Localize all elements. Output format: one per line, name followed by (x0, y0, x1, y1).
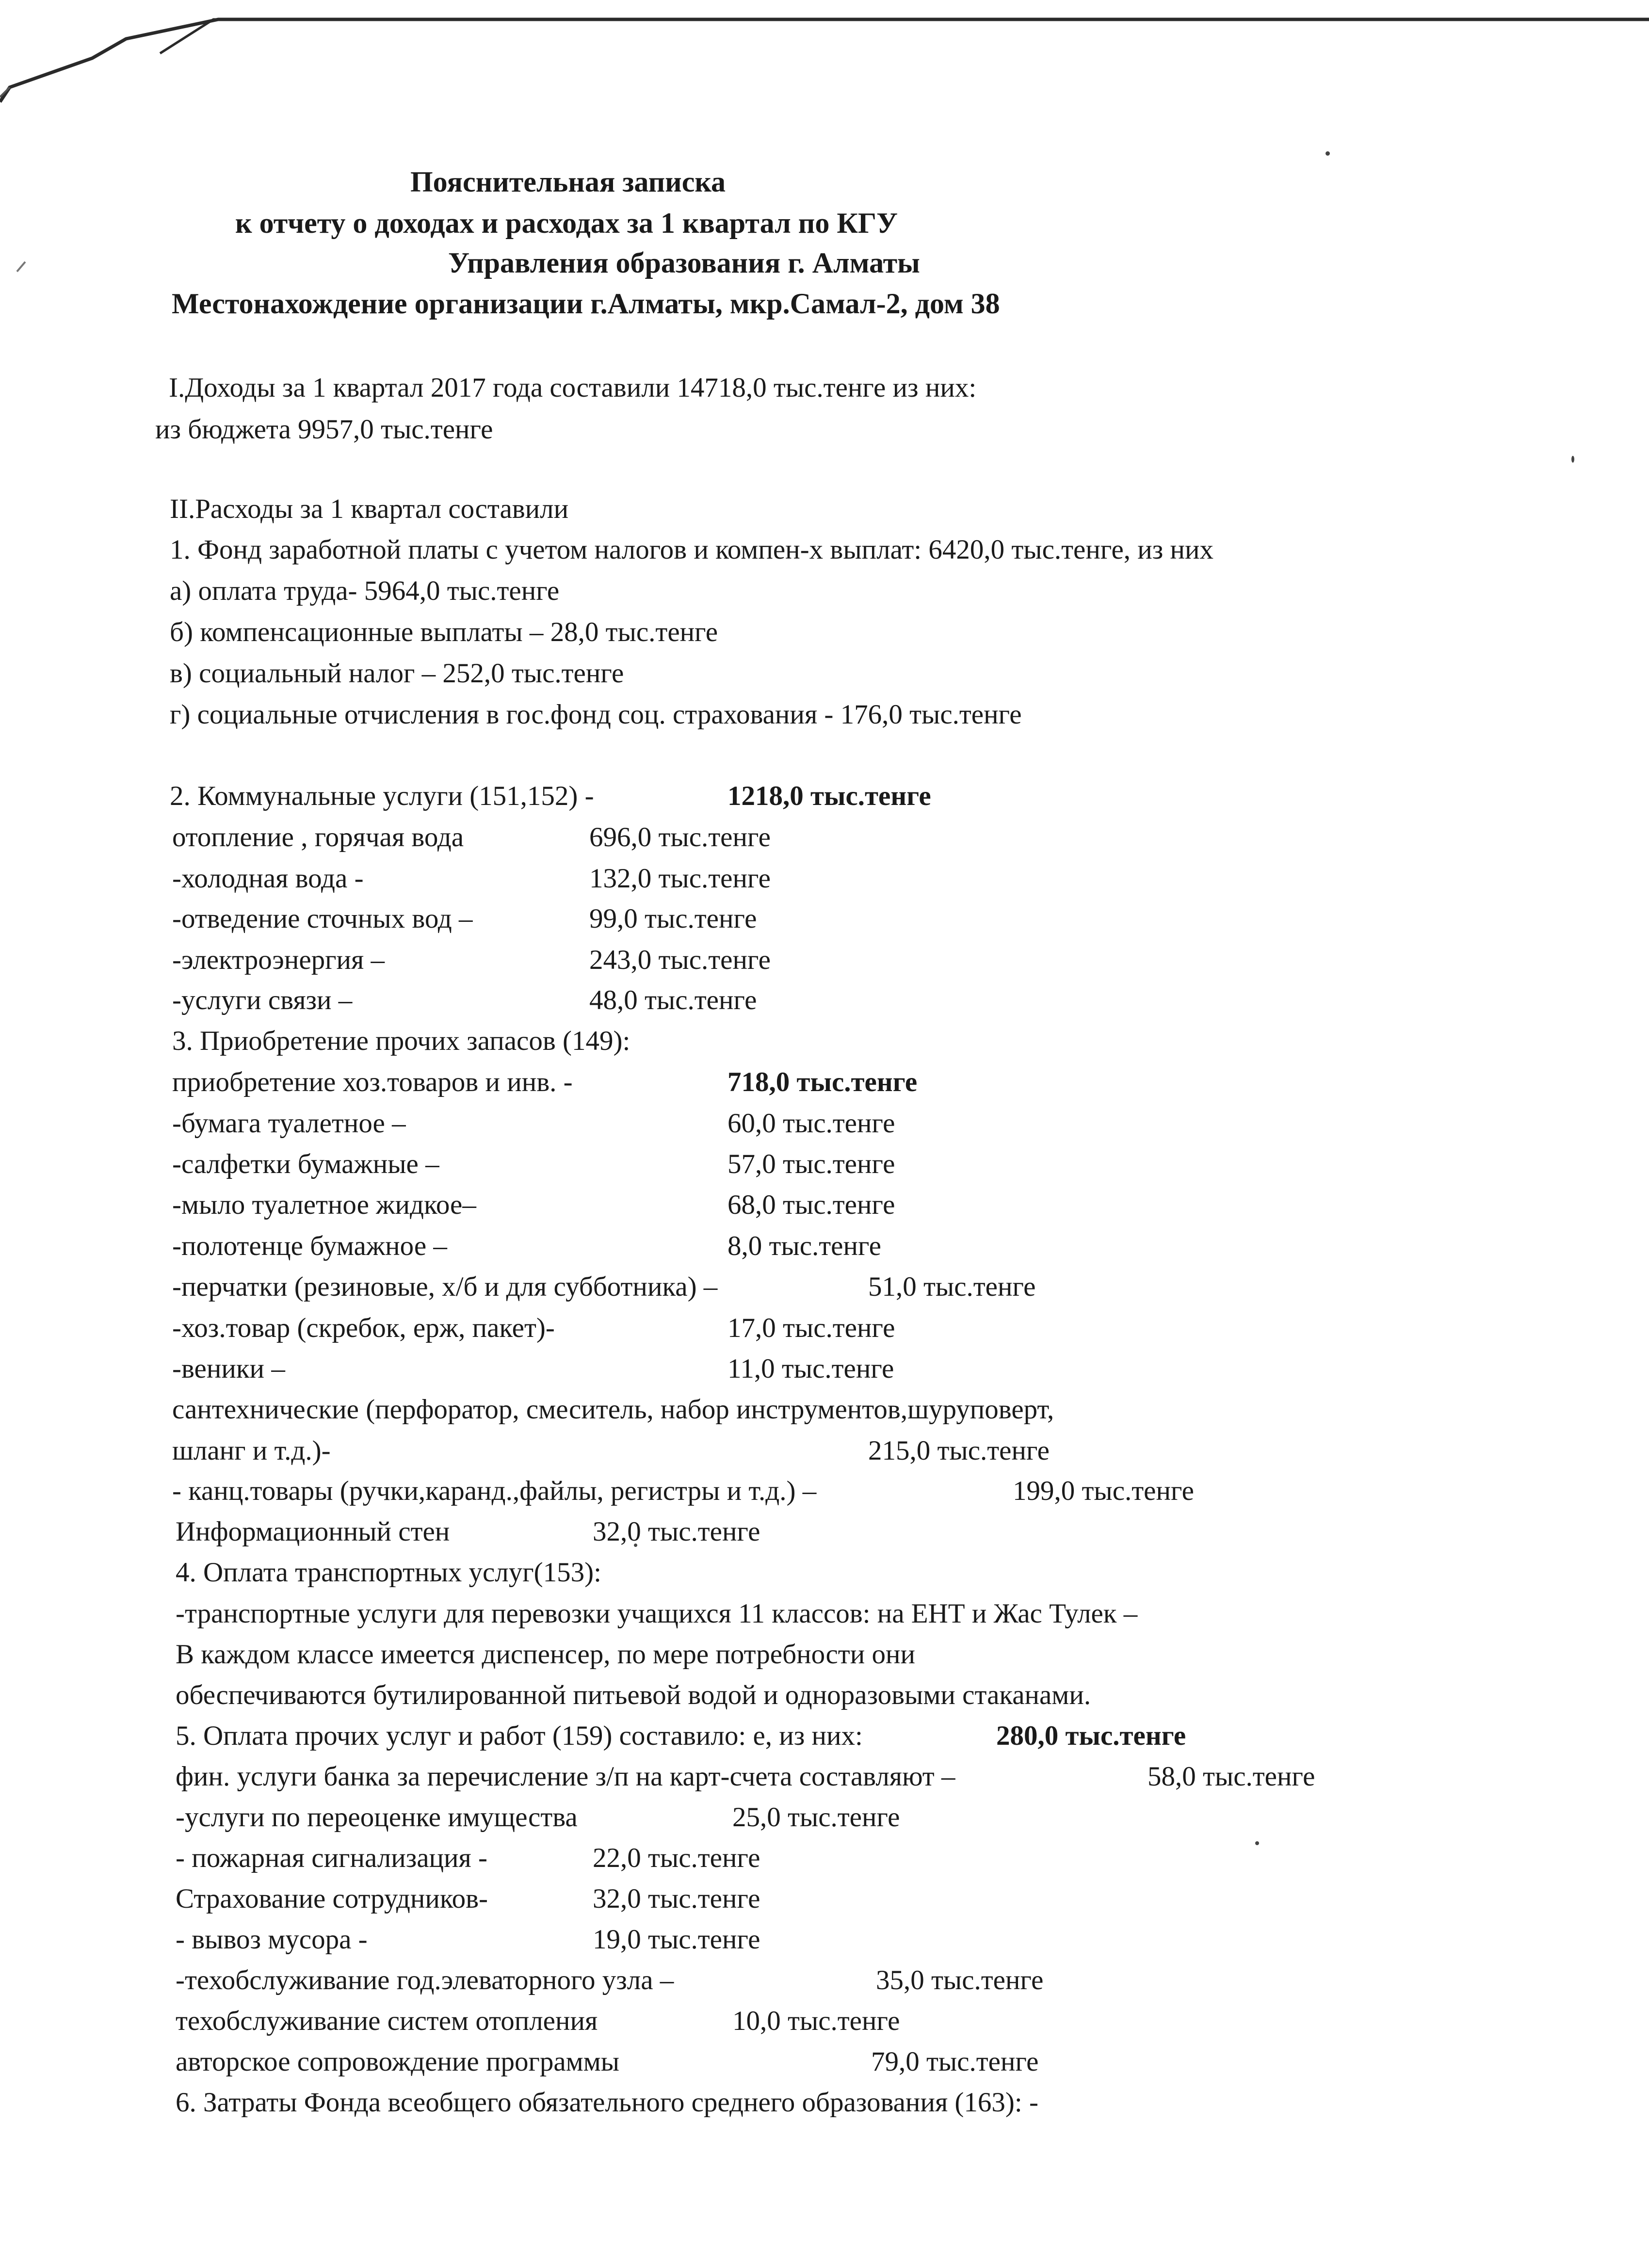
salary-item: г) социальные отчисления в гос.фонд соц. страхования - 176,0 тыс.тенге (170, 699, 1022, 730)
service-item-name: авторское сопровождение программы (176, 2046, 620, 2077)
organization-name: Управления образования г. Алматы (448, 247, 920, 279)
info-stand-line: Информационный стен (176, 1516, 450, 1547)
plumbing-value: 215,0 тыс.тенге (868, 1435, 1050, 1466)
service-item-name: -услуги по переоценке имущества (176, 1802, 578, 1833)
utility-item-name: -отведение сточных вод – (172, 903, 473, 934)
salary-item: а) оплата труда- 5964,0 тыс.тенге (170, 576, 560, 606)
service-item-value: 32,0 тыс.тенге (593, 1883, 760, 1914)
utility-item-name: -холодная вода - (172, 863, 364, 894)
utility-item-value: 99,0 тыс.тенге (589, 903, 757, 934)
utility-item-name: отопление , горячая вода (172, 822, 464, 853)
supply-item-name: -полотенце бумажное – (172, 1231, 447, 1261)
bank-fee-value: 58,0 тыс.тенге (1148, 1761, 1315, 1792)
supply-item-name: -мыло туалетное жидкое– (172, 1190, 476, 1220)
other-services-title: 5. Оплата прочих услуг и работ (159) составило: е, из них: (176, 1721, 863, 1751)
organization-location: Местонахождение организации г.Алматы, мкр.Самал-2, дом 38 (172, 288, 1000, 320)
other-services-total: 280,0 тыс.тенге (996, 1721, 1186, 1751)
utility-item-name: -услуги связи – (172, 985, 353, 1015)
supplies-subtitle: приобретение хоз.товаров и инв. - (172, 1067, 573, 1097)
supplies-title: 3. Приобретение прочих запасов (149): (172, 1026, 630, 1056)
utility-item-value: 48,0 тыс.тенге (589, 985, 757, 1015)
supply-item-value: 60,0 тыс.тенге (728, 1108, 895, 1139)
transport-line: В каждом классе имеется диспенсер, по мере потребности они (176, 1639, 915, 1670)
bank-fee-line: фин. услуги банка за перечисление з/п на карт-счета составляют – (176, 1761, 955, 1792)
utilities-total: 1218,0 тыс.тенге (728, 781, 931, 811)
supply-item-value: 8,0 тыс.тенге (728, 1231, 881, 1261)
supply-item-name: -веники – (172, 1353, 285, 1384)
service-item-name: - пожарная сигнализация - (176, 1843, 487, 1873)
transport-title: 4. Оплата транспортных услуг(153): (176, 1557, 601, 1588)
supply-item-name: -бумага туалетное – (172, 1108, 406, 1139)
supply-item-name: -перчатки (резиновые, х/б и для субботника) – (172, 1271, 718, 1302)
income-budget-line: из бюджета 9957,0 тыс.тенге (155, 414, 493, 445)
document-subtitle: к отчету о доходах и расходах за 1 квартал по КГУ (235, 207, 898, 239)
service-item-name: -техобслуживание год.элеваторного узла – (176, 1965, 674, 1995)
salary-fund-title: 1. Фонд заработной платы с учетом налогов и компен-х выплат: 6420,0 тыс.тенге, из них (170, 534, 1214, 565)
salary-item: в) социальный налог – 252,0 тыс.тенге (170, 658, 624, 689)
info-stand-value: 32,0 тыс.тенге (593, 1516, 760, 1547)
supply-item-value: 11,0 тыс.тенге (728, 1353, 894, 1384)
transport-line: -транспортные услуги для перевозки учащихся 11 классов: на ЕНТ и Жас Тулек – (176, 1598, 1138, 1629)
utilities-title: 2. Коммунальные услуги (151,152) - (170, 781, 594, 811)
service-item-value: 25,0 тыс.тенге (732, 1802, 900, 1833)
service-item-name: Страхование сотрудников- (176, 1883, 488, 1914)
service-item-value: 22,0 тыс.тенге (593, 1843, 760, 1873)
stationery-line: - канц.товары (ручки,каранд.,файлы, регистры и т.д.) – (172, 1476, 817, 1506)
scan-speck (1255, 1841, 1259, 1845)
service-item-value: 10,0 тыс.тенге (732, 2006, 900, 2036)
utility-item-name: -электроэнергия – (172, 945, 385, 975)
supply-item-value: 17,0 тыс.тенге (728, 1313, 895, 1343)
supply-item-value: 57,0 тыс.тенге (728, 1149, 895, 1179)
scan-speck (1326, 151, 1330, 156)
utility-item-value: 696,0 тыс.тенге (589, 822, 771, 853)
supply-item-value: 68,0 тыс.тенге (728, 1190, 895, 1220)
service-item-value: 19,0 тыс.тенге (593, 1924, 760, 1955)
stationery-value: 199,0 тыс.тенге (1013, 1476, 1194, 1506)
scan-speck (1571, 456, 1574, 463)
utility-item-value: 243,0 тыс.тенге (589, 945, 771, 975)
expenses-heading: II.Расходы за 1 квартал составили (170, 494, 569, 524)
education-fund-line: 6. Затраты Фонда всеобщего обязательного среднего образования (163): - (176, 2087, 1038, 2118)
supply-item-value: 51,0 тыс.тенге (868, 1271, 1036, 1302)
salary-item: б) компенсационные выплаты – 28,0 тыс.тенге (170, 617, 718, 647)
plumbing-line: шланг и т.д.)- (172, 1435, 331, 1466)
service-item-value: 79,0 тыс.тенге (871, 2046, 1039, 2077)
income-line: I.Доходы за 1 квартал 2017 года составили 14718,0 тыс.тенге из них: (169, 372, 977, 403)
supplies-total: 718,0 тыс.тенге (728, 1067, 918, 1097)
service-item-name: - вывоз мусора - (176, 1924, 368, 1955)
utility-item-value: 132,0 тыс.тенге (589, 863, 771, 894)
plumbing-line: сантехнические (перфоратор, смеситель, набор инструментов,шуруповерт, (172, 1394, 1054, 1425)
supply-item-name: -салфетки бумажные – (172, 1149, 439, 1179)
document-title: Пояснительная записка (410, 166, 726, 198)
service-item-name: техобслуживание систем отопления (176, 2006, 598, 2036)
service-item-value: 35,0 тыс.тенге (876, 1965, 1044, 1995)
transport-line: обеспечиваются бутилированной питьевой водой и одноразовыми стаканами. (176, 1680, 1091, 1710)
supply-item-name: -хоз.товар (скребок, ерж, пакет)- (172, 1313, 555, 1343)
